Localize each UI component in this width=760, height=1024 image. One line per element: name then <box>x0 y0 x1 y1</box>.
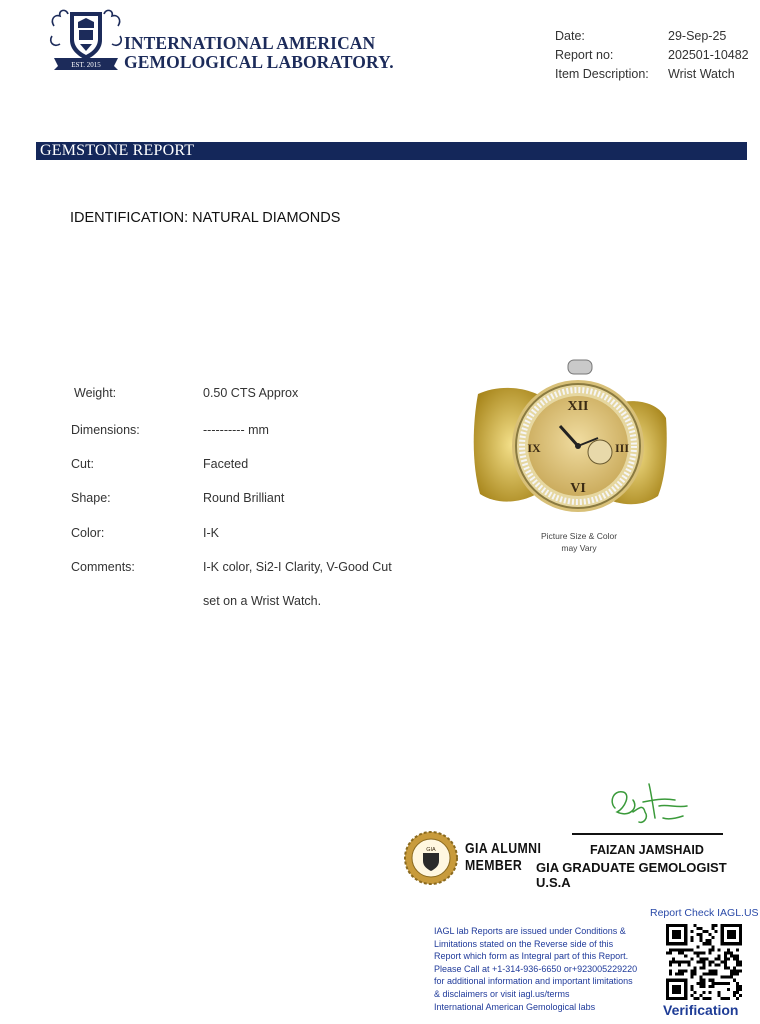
item-photo <box>470 356 670 526</box>
meta-label: Date: <box>555 29 585 43</box>
banner-title: GEMSTONE REPORT <box>40 142 195 159</box>
meta-row-date <box>555 27 749 46</box>
detail-label: Cut: <box>71 457 94 471</box>
meta-row-report-no <box>555 46 749 65</box>
alumni-line1: GIA ALUMNI <box>465 840 542 857</box>
report-check-link[interactable]: Report Check IAGL.US <box>650 907 759 919</box>
detail-value: Round Brilliant <box>203 491 285 505</box>
disclaimer-line: & disclaimers or visit iagl.us/terms <box>434 988 570 999</box>
verification-label[interactable]: Verification <box>663 1002 739 1018</box>
verification-qr-code[interactable] <box>666 924 742 1000</box>
svg-text:III: III <box>614 441 630 455</box>
disclaimer-line: Limitations stated on the Reverse side of this <box>434 938 614 949</box>
signer-name: FAIZAN JAMSHAID <box>590 843 704 857</box>
disclaimer-line: Please Call at +1-314-936-6650 or+923005229220 <box>434 963 638 974</box>
seal-text: GIA <box>426 847 436 853</box>
caption-line2: may Vary <box>561 543 597 553</box>
detail-label: Shape: <box>71 491 111 505</box>
lab-logo-emblem <box>48 6 124 72</box>
identification-line: IDENTIFICATION: NATURAL DIAMONDS <box>70 210 341 226</box>
report-meta <box>555 27 749 84</box>
disclaimer-line: for additional information and important limitations <box>434 976 633 987</box>
report-type-banner <box>36 142 747 160</box>
svg-text:IX: IX <box>527 441 541 455</box>
detail-label: Weight: <box>74 386 117 400</box>
meta-row-item-description <box>555 65 749 84</box>
gia-alumni-label <box>465 840 541 874</box>
meta-label: Report no: <box>555 48 614 62</box>
meta-value: Wrist Watch <box>668 67 735 81</box>
detail-value: 0.50 CTS Approx <box>203 386 299 400</box>
lab-name-line1: INTERNATIONAL AMERICAN <box>124 33 376 53</box>
disclaimer-text <box>434 925 664 1013</box>
caption-line1: Picture Size & Color <box>540 531 618 541</box>
lab-name-line2: GEMOLOGICAL LABORATORY. <box>124 52 394 72</box>
detail-value: I-K <box>203 526 219 540</box>
disclaimer-line: IAGL lab Reports are issued under Conditions & <box>434 926 626 936</box>
alumni-line2: MEMBER <box>465 857 523 874</box>
meta-value: 29-Sep-25 <box>668 29 727 43</box>
svg-text:XII: XII <box>567 399 589 414</box>
emblem-text: EST. 2015 <box>71 61 101 69</box>
meta-value: 202501-10482 <box>668 48 749 62</box>
signer-title: GIA GRADUATE GEMOLOGIST U.S.A <box>536 860 727 890</box>
detail-value: Faceted <box>203 457 249 471</box>
lab-name <box>124 34 394 72</box>
detail-value: I-K color, Si2-I Clarity, V-Good Cut <box>203 560 392 574</box>
signature-image <box>603 778 693 830</box>
signature-line <box>572 833 723 835</box>
disclaimer-line: Report which form as Integral part of this Report. <box>434 951 629 962</box>
detail-label: Comments: <box>71 560 135 574</box>
detail-value: set on a Wrist Watch. <box>203 594 322 608</box>
meta-label: Item Description: <box>555 67 649 81</box>
detail-label: Color: <box>71 526 105 540</box>
photo-caption <box>520 530 638 554</box>
detail-label: Dimensions: <box>71 423 140 437</box>
detail-value: ---------- mm <box>203 423 269 437</box>
gia-alumni-seal <box>404 831 458 885</box>
svg-text:VI: VI <box>570 481 586 496</box>
disclaimer-line: International American Gemological labs <box>434 1001 596 1012</box>
